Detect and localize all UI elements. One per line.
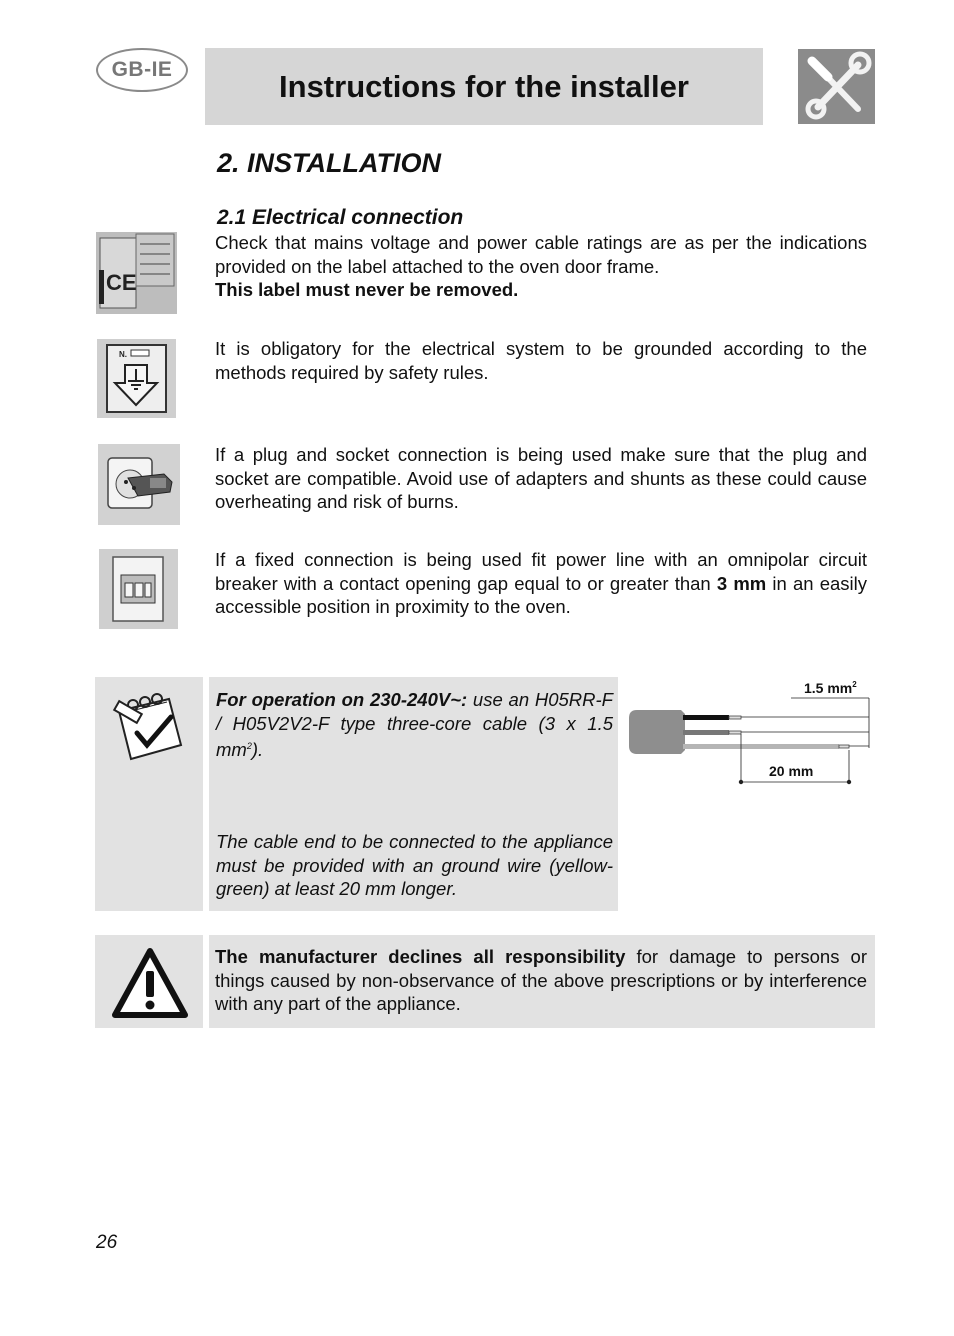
warning-text bbox=[215, 945, 867, 1016]
warning-bold: The manufacturer declines all responsibility bbox=[215, 946, 626, 967]
subsection-title: 2.1 Electrical connection bbox=[217, 206, 464, 229]
length-label: 20 mm bbox=[769, 763, 814, 779]
cable-spec-text: use an H05RR-F / H05V2V2-F type three-core cable (3 x 1.5 mm bbox=[216, 689, 613, 761]
warning-body: for damage to persons or things caused by non-observance of the above prescriptions or by interference with any part of the appliance. bbox=[215, 946, 868, 1014]
fixed-connection-text-end: in an easily accessible position in proximity to the oven. bbox=[215, 572, 868, 617]
plug-socket-icon bbox=[98, 444, 180, 525]
ce-label-icon bbox=[96, 232, 177, 314]
header-title-bar bbox=[205, 48, 763, 125]
wire-neutral bbox=[683, 730, 729, 735]
paragraph-label-check bbox=[215, 231, 867, 302]
page-title: Instructions for the installer bbox=[279, 68, 689, 104]
notepad-check-icon bbox=[109, 689, 189, 769]
ground-symbol-icon bbox=[97, 339, 176, 418]
fixed-connection-text: If a fixed connection is being used fit power line with an omnipolar circuit breaker with a contact opening gap equal to or greater than bbox=[215, 549, 867, 594]
cable-spec-end: ). bbox=[251, 739, 264, 761]
paragraph-plug-socket: If a plug and socket connection is being used make sure that the plug and socket are compatible. Avoid use of adapters and shunts as these could cause overheating and risk of burns. bbox=[215, 444, 867, 512]
gap-value: 3 mm bbox=[716, 572, 767, 594]
paragraph-label-text: Check that mains voltage and power cable ratings are as per the indications provided on the label attached to the oven door frame. bbox=[215, 232, 867, 277]
circuit-breaker-icon bbox=[99, 549, 178, 629]
warning-triangle-icon bbox=[111, 945, 189, 1021]
page-number: 26 bbox=[96, 1232, 118, 1253]
language-badge-label: GB-IE bbox=[111, 58, 173, 81]
cross-section-label: 1.5 $mm^2$ bbox=[804, 680, 857, 696]
cable-spec-note bbox=[216, 688, 613, 762]
voltage-label: For operation on 230-240V~: bbox=[216, 689, 468, 710]
wrench-screwdriver-icon bbox=[798, 49, 875, 124]
label-warning-bold: This label must never be removed. bbox=[215, 279, 519, 300]
paragraph-fixed-connection bbox=[215, 548, 867, 619]
section-title: 2. INSTALLATION bbox=[217, 148, 441, 178]
svg-text:N.: N. bbox=[119, 350, 127, 359]
svg-text:CE: CE bbox=[106, 270, 137, 295]
warning-icon-panel bbox=[95, 935, 203, 1028]
wire-ground bbox=[683, 744, 839, 749]
note-icon-panel bbox=[95, 677, 203, 911]
wire-live bbox=[683, 715, 729, 720]
paragraph-grounding: It is obligatory for the electrical system to be grounded according to the methods required by safety rules. bbox=[215, 338, 867, 383]
cable-diagram bbox=[625, 672, 875, 792]
cable-spec-superscript: 2 bbox=[246, 741, 252, 751]
cable-sheath bbox=[629, 710, 685, 754]
language-badge bbox=[96, 48, 188, 92]
ground-wire-note: The cable end to be connected to the appliance must be provided with an ground wire (yellow-green) at least 20 mm longer. bbox=[216, 831, 613, 899]
